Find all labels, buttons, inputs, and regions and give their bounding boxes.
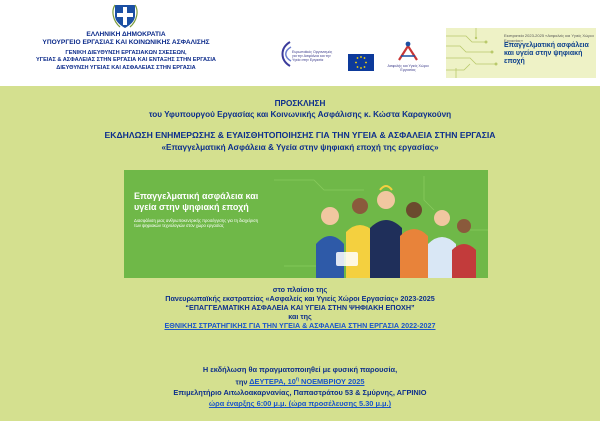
eu-flag-icon <box>348 54 374 71</box>
main-content <box>0 86 600 421</box>
event-subtitle: «Επαγγελματική Ασφάλεια & Υγεία στην ψηφιακή εποχή της εργασίας» <box>161 143 439 152</box>
details-intro: Η εκδήλωση θα πραγματοποιηθεί με φυσική παρουσία, <box>202 365 398 374</box>
eu-osha-swoosh-icon <box>278 40 292 68</box>
campaign-title: Επαγγελματική ασφάλεια και υγεία στην ψηφιακή εποχή <box>504 42 589 65</box>
invitation-block <box>0 98 600 153</box>
eu-osha-text: Ευρωπαϊκός Οργανισμός για την Ασφάλεια και την Υγεία στην Εργασία <box>292 50 333 63</box>
ministry-directorate-general: ΓΕΝΙΚΗ ΔΙΕΥΘΥΝΣΗ ΕΡΓΑΣΙΑΚΩΝ ΣΧΕΣΕΩΝ, <box>65 50 187 57</box>
ministry-directorate-general-cont: ΥΓΕΙΑΣ & ΑΣΦΑΛΕΙΑΣ ΣΤΗΝ ΕΡΓΑΣΙΑ ΚΑΙ ΕΝΤΑΞΗΣ ΣΤΗΝ ΕΡΓΑΣΙΑ <box>36 57 216 64</box>
campaign-logo <box>446 28 596 78</box>
event-date-day-text: ΔΕΥΤΕΡΑ, 10 <box>249 377 296 387</box>
event-venue: Επιμελητήριο Αιτωλοακαρνανίας, Παπαστράτου 53 & Σμύρνης, ΑΓΡΙΝΙΟ <box>173 388 427 398</box>
event-date <box>0 375 600 387</box>
event-date-sup: η <box>295 377 299 383</box>
campaign-banner <box>124 170 488 278</box>
invitation-title: ΠΡΟΣΚΛΗΣΗ <box>274 99 326 108</box>
header <box>0 0 600 86</box>
context-national-strategy: ΕΘΝΙΚΗΣ ΣΤΡΑΤΗΓΙΚΗΣ ΓΙΑ ΤΗΝ ΥΓΕΙΑ & ΑΣΦΑΛΕΙΑ ΣΤΗΝ ΕΡΓΑΣΙΑ 2022-2027 <box>164 320 436 330</box>
banner-subtitle: Διασφάλιση μιας ανθρωποκεντρικής προσέγγισης για τη διαχείριση των ψηφιακών τεχνολογιών στον χώρο εργασίας <box>134 218 259 229</box>
greek-coat-of-arms-icon <box>112 3 138 29</box>
eu-osha-logo <box>278 40 334 68</box>
healthy-workplaces-icon <box>387 38 429 64</box>
event-time: ώρα έναρξης 6:00 μ.μ. (ώρα προσέλευσης 5.30 μ.μ.) <box>208 399 392 409</box>
circuit-pattern-icon <box>446 28 502 78</box>
banner-title: Επαγγελματική ασφάλεια και υγεία στην ψηφιακή εποχή <box>134 191 259 212</box>
event-date-day <box>249 377 364 386</box>
event-date-prefix: την <box>235 377 250 387</box>
context-campaign: Πανευρωπαϊκής εκστρατείας «Ασφαλείς και Υγιείς Χώροι Εργασίας» 2023-2025 <box>165 293 435 303</box>
context-block <box>0 286 600 331</box>
context-intro: στο πλαίσιο της <box>272 285 328 294</box>
campaign-small-text: Εκστρατεία 2023-2025 «Ασφαλείς και Υγιείς Χώροι Εργασίας» <box>504 33 594 43</box>
ministry-republic: ΕΛΛΗΝΙΚΗ ΔΗΜΟΚΡΑΤΙΑ <box>86 31 166 38</box>
event-title: ΕΚΔΗΛΩΣΗ ΕΝΗΜΕΡΩΣΗΣ & ΕΥΑΙΣΘΗΤΟΠΟΙΗΣΗΣ ΓΙΑ ΤΗΝ ΥΓΕΙΑ & ΑΣΦΑΛΕΙΑ ΣΤΗΝ ΕΡΓΑΣΙΑ <box>104 130 496 140</box>
ministry-directorate: ΔΙΕΥΘΥΝΣΗ ΥΓΕΙΑΣ ΚΑΙ ΑΣΦΑΛΕΙΑΣ ΣΤΗΝ ΕΡΓΑΣΙΑ <box>56 64 196 71</box>
healthy-workplaces-text: Ασφαλής και Υγιείς Χώροι Εργασίας <box>387 64 429 73</box>
event-details <box>0 364 600 409</box>
context-campaign-title: “ΕΠΑΓΓΕΛΜΑΤΙΚΗ ΑΣΦΑΛΕΙΑ ΚΑΙ ΥΓΕΙΑ ΣΤΗΝ ΨΗΦΙΑΚΗ ΕΠΟΧΗ” <box>185 302 415 312</box>
event-date-rest: ΝΟΕΜΒΡΙΟΥ 2025 <box>298 377 365 387</box>
invitation-from: του Υφυπουργού Εργασίας και Κοινωνικής Ασφάλισης κ. Κώστα Καραγκούνη <box>148 110 452 119</box>
ministry-block <box>10 31 242 72</box>
ministry-name: ΥΠΟΥΡΓΕΙΟ ΕΡΓΑΣΙΑΣ ΚΑΙ ΚΟΙΝΩΝΙΚΗΣ ΑΣΦΑΛΙΣΗΣ <box>42 38 210 46</box>
context-and: και της <box>288 311 312 321</box>
healthy-workplaces-logo <box>387 38 429 78</box>
